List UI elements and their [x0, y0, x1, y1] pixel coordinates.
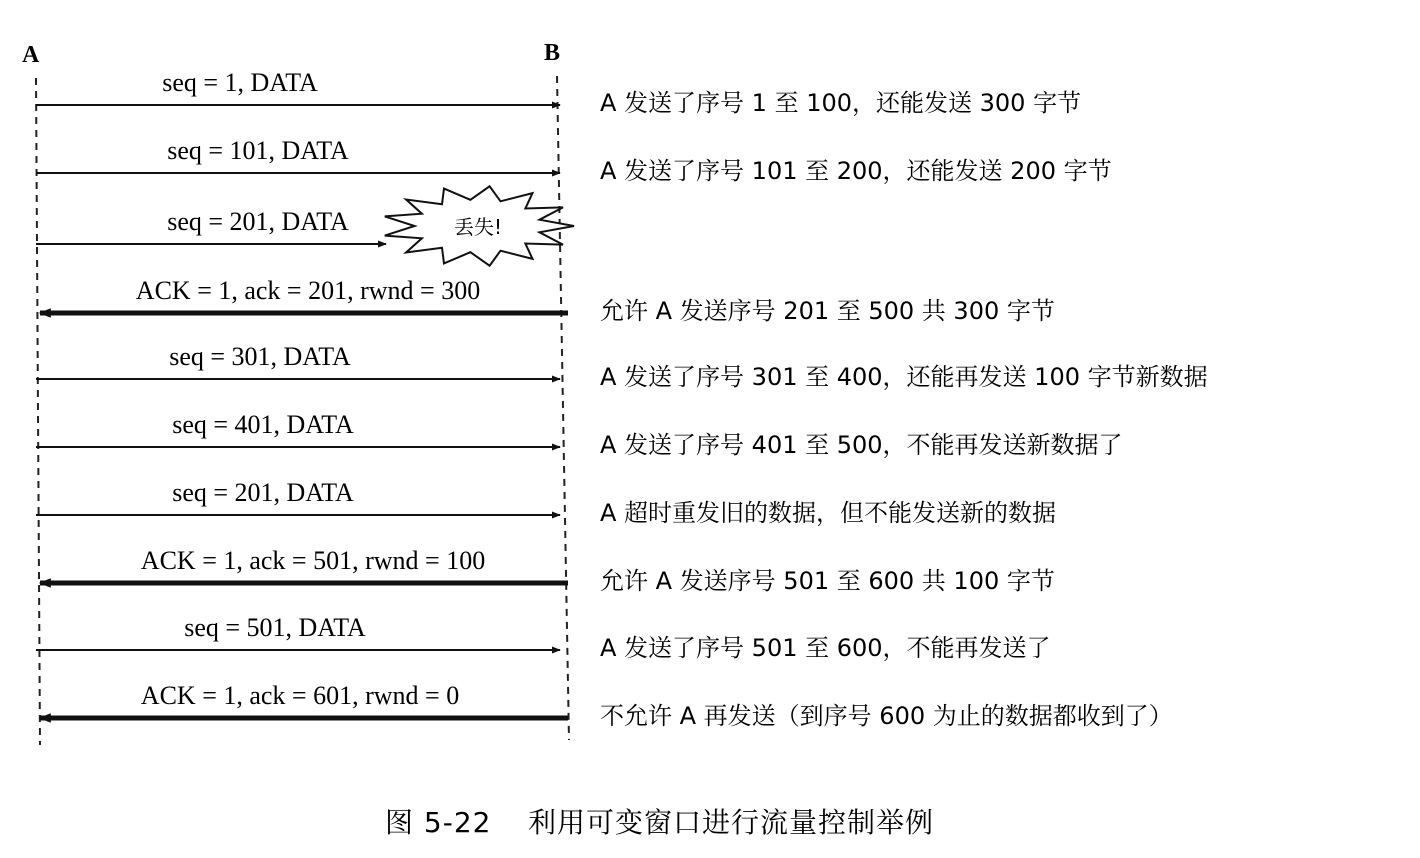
ack-segment-label: ACK = 1, ack = 501, rwnd = 100 [140, 546, 486, 575]
data-segment-label: seq = 301, DATA [169, 342, 351, 371]
ack-segment-label: ACK = 1, ack = 601, rwnd = 0 [140, 681, 460, 710]
message [40, 546, 1055, 595]
figure-number: 图 5-22 [385, 806, 492, 839]
host-b-label: B [544, 40, 561, 66]
message [36, 136, 1112, 185]
message [36, 342, 1208, 391]
message [36, 478, 1056, 527]
data-segment-label: seq = 501, DATA [184, 613, 366, 642]
data-segment-label: seq = 101, DATA [167, 136, 349, 165]
message [40, 276, 1055, 325]
message [36, 613, 1051, 662]
message-note: 允许 A 发送序号 201 至 500 共 300 字节 [600, 297, 1055, 325]
lifeline-b [557, 76, 569, 740]
data-segment-label: seq = 1, DATA [162, 68, 318, 97]
message-note: A 发送了序号 501 至 600，不能再发送了 [600, 634, 1051, 662]
message-note: A 发送了序号 401 至 500，不能再发送新数据了 [600, 431, 1123, 459]
message-note: A 发送了序号 301 至 400，还能再发送 100 字节新数据 [600, 363, 1208, 391]
host-a-label: A [22, 42, 40, 68]
message-note: 允许 A 发送序号 501 至 600 共 100 字节 [600, 567, 1055, 595]
message [36, 186, 574, 265]
ack-segment-label: ACK = 1, ack = 201, rwnd = 300 [135, 276, 481, 305]
message [36, 410, 1123, 459]
figure-title: 利用可变窗口进行流量控制举例 [528, 806, 935, 839]
message-list [36, 68, 1208, 730]
message-note: A 发送了序号 101 至 200，还能发送 200 字节 [600, 157, 1112, 185]
data-segment-label: seq = 401, DATA [172, 410, 354, 439]
data-segment-label: seq = 201, DATA [167, 207, 349, 236]
loss-label: 丢失! [453, 215, 503, 239]
lifeline-a [36, 78, 40, 745]
message-note: A 发送了序号 1 至 100，还能发送 300 字节 [600, 89, 1082, 117]
message [40, 681, 1173, 730]
message [36, 68, 1081, 117]
message-note: 不允许 A 再发送（到序号 600 为止的数据都收到了） [600, 702, 1173, 730]
message-note: A 超时重发旧的数据，但不能发送新的数据 [600, 499, 1057, 527]
data-segment-label: seq = 201, DATA [172, 478, 354, 507]
